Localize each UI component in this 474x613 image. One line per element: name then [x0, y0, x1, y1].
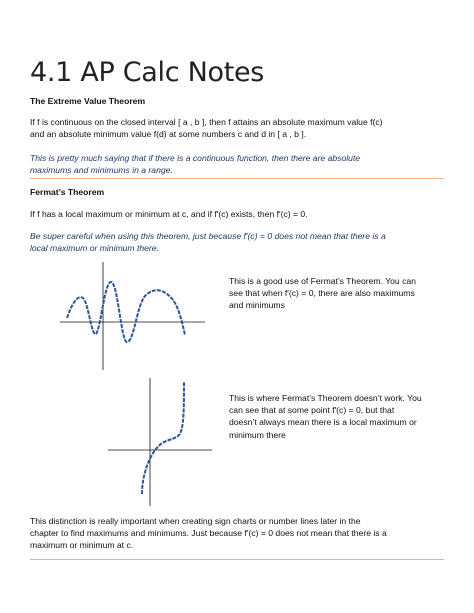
text-line: This distinction is really important when creating sign charts or number lines later in the	[30, 516, 361, 526]
text-line: This is pretty much saying that if there is a continuous function, then there are absolute	[30, 153, 361, 163]
text-line: maximums and minimums in a range.	[30, 165, 173, 176]
section-divider	[30, 178, 444, 179]
figure2-caption	[229, 392, 443, 441]
text-line: can see that at some point f′(c) = 0, but that	[229, 405, 395, 416]
conclusion-paragraph	[30, 515, 442, 552]
fermat-warning	[30, 230, 442, 254]
text-line: If f is continuous on the closed interval [ a , b ], then f attains an absolute maximum value f(c)	[30, 117, 383, 127]
text-line: Be super careful when using this theorem, just because f′(c) = 0 does not mean that there is a	[30, 231, 386, 241]
text-line: This is a good use of Fermat’s Theorem. You can	[229, 276, 416, 286]
extreme-value-statement	[30, 116, 442, 140]
fermat-statement: If f has a local maximum or minimum at c, and if f′(c) exists, then f′(c) = 0.	[30, 209, 308, 219]
section-divider	[30, 559, 444, 560]
curve	[67, 282, 185, 342]
text-line: This is where Fermat’s Theorem doesn’t work. You	[229, 393, 422, 403]
page-title: 4.1 AP Calc Notes	[30, 57, 265, 88]
text-line: doesn’t always mean there is a local maximum or	[229, 417, 417, 428]
text-line: and minimums	[229, 300, 285, 311]
graph-wavy-curve	[55, 260, 215, 372]
text-line: see that when f′(c) = 0, there are also maximums	[229, 288, 415, 299]
text-line: local maximum or minimum there.	[30, 243, 159, 254]
section-heading-fermat: Fermat’s Theorem	[30, 187, 105, 197]
text-line: maximum or minimum at c.	[30, 540, 134, 551]
figure1-caption	[229, 275, 443, 312]
text-line: minimum there	[229, 429, 286, 440]
graph-cubic-curve	[100, 376, 218, 512]
text-line: and an absolute minimum value f(d) at some numbers c and d in [ a , b ].	[30, 129, 307, 140]
extreme-value-note	[30, 152, 442, 176]
text-line: chapter to find maximums and minimums. Just because f′(c) = 0 does not mean that there is a	[30, 528, 387, 539]
curve	[142, 382, 184, 494]
section-heading-extreme-value: The Extreme Value Theorem	[30, 96, 146, 106]
